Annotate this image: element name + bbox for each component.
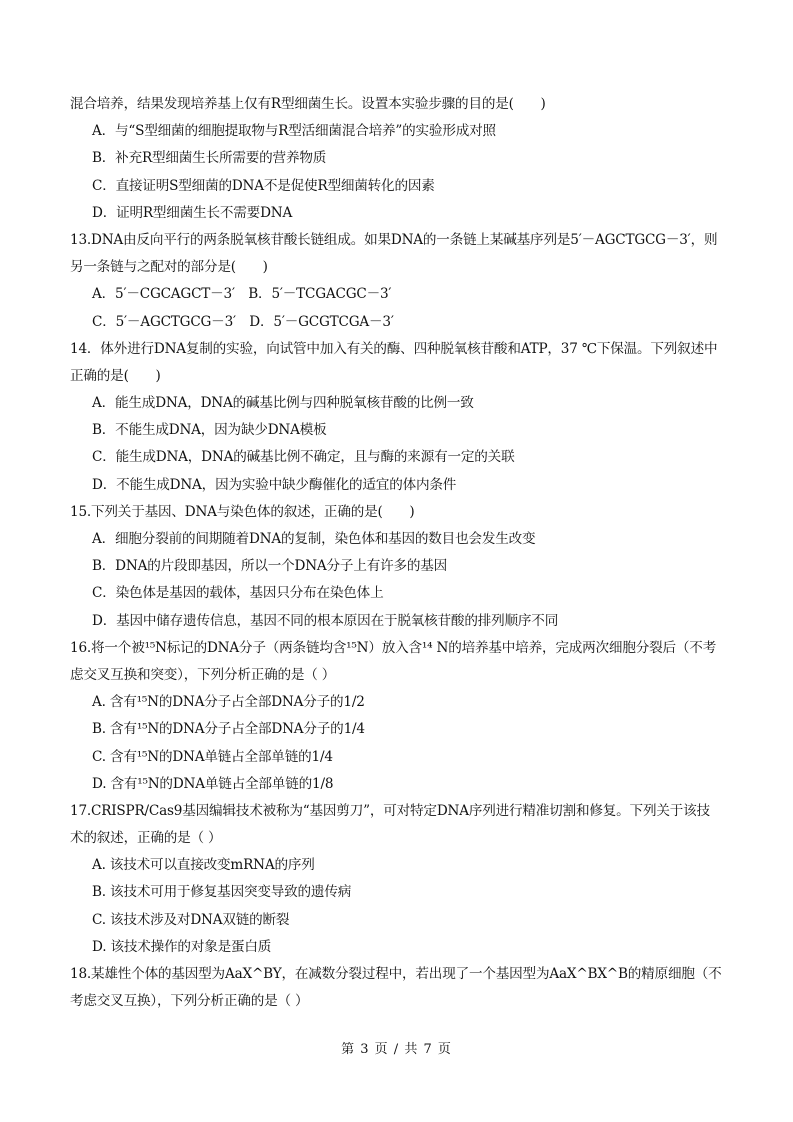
answer-option: C. 含有¹⁵N的DNA单链占全部单链的1/4 <box>92 748 333 765</box>
answer-option: C．5′－AGCTGCG－3′ D．5′－GCGTCGA－3′ <box>92 313 394 330</box>
question-text: 16.将一个被¹⁵N标记的DNA分子（两条链均含¹⁵N）放入含¹⁴ N的培养基中培养，完成两次细胞分裂后（不考 <box>70 639 717 656</box>
answer-option: D. 含有¹⁵N的DNA单链占全部单链的1/8 <box>92 775 334 792</box>
document-body <box>70 91 730 1015</box>
answer-option: A. 该技术可以直接改变mRNA的序列 <box>92 857 315 874</box>
answer-option: A. 含有¹⁵N的DNA分子占全部DNA分子的1/2 <box>92 694 365 711</box>
question-text: 正确的是( ) <box>70 367 161 384</box>
question-text: 18.某雄性个体的基因型为AaX^BY，在减数分裂过程中，若出现了一个基因型为AaX^BX^B的精原细胞（不 <box>70 966 722 982</box>
answer-option: D. 该技术操作的对象是蛋白质 <box>92 938 272 955</box>
answer-option: C．直接证明S型细菌的DNA不是促使R型细菌转化的因素 <box>92 177 435 194</box>
answer-option: B. 该技术可用于修复基因突变导致的遗传病 <box>92 884 352 901</box>
question-text: 13.DNA由反向平行的两条脱氧核苷酸长链组成。如果DNA的一条链上某碱基序列是5′－AGCTGCG－3′，则 <box>70 231 718 248</box>
question-text: 术的叙述，正确的是（ ） <box>70 830 222 847</box>
question-text: 另一条链与之配对的部分是( ) <box>70 259 268 276</box>
answer-option: C．染色体是基因的载体，基因只分布在染色体上 <box>92 585 384 602</box>
answer-option: B．补充R型细菌生长所需要的营养物质 <box>92 150 327 167</box>
answer-option: A．与“S型细菌的细胞提取物与R型活细菌混合培养”的实验形成对照 <box>92 123 496 140</box>
page-footer: 第 3 页 / 共 7 页 <box>341 1042 452 1057</box>
answer-option: A．能生成DNA，DNA的碱基比例与四种脱氧核苷酸的比例一致 <box>92 395 474 412</box>
question-text: 混合培养，结果发现培养基上仅有R型细菌生长。设置本实验步骤的目的是( ) <box>70 96 546 112</box>
question-text: 15.下列关于基因、DNA与染色体的叙述，正确的是( ) <box>70 503 415 520</box>
question-text: 17.CRISPR/Cas9基因编辑技术被称为“基因剪刀”，可对特定DNA序列进行精准切割和修复。下列关于该技 <box>70 802 710 819</box>
answer-option: B．DNA的片段即基因，所以一个DNA分子上有许多的基因 <box>92 558 448 575</box>
answer-option: A．5′－CGCAGCT－3′ B．5′－TCGACGC－3′ <box>92 286 392 303</box>
answer-option: D．基因中储存遗传信息，基因不同的根本原因在于脱氧核苷酸的排列顺序不同 <box>92 612 559 629</box>
answer-option: A．细胞分裂前的间期随着DNA的复制，染色体和基因的数目也会发生改变 <box>92 531 536 547</box>
answer-option: B．不能生成DNA，因为缺少DNA模板 <box>92 422 327 439</box>
question-text: 虑交叉互换和突变），下列分析正确的是（ ） <box>70 666 336 683</box>
answer-option: D．证明R型细菌生长不需要DNA <box>92 204 293 221</box>
question-text: 14．体外进行DNA复制的实验，向试管中加入有关的酶、四种脱氧核苷酸和ATP，37 ℃下保温。下列叙述中 <box>70 340 718 357</box>
question-text: 考虑交叉互换），下列分析正确的是（ ） <box>70 993 309 1010</box>
answer-option: D．不能生成DNA，因为实验中缺少酶催化的适宜的体内条件 <box>92 476 457 493</box>
answer-option: B. 含有¹⁵N的DNA分子占全部DNA分子的1/4 <box>92 721 365 738</box>
answer-option: C. 该技术涉及对DNA双链的断裂 <box>92 911 290 928</box>
answer-option: C．能生成DNA，DNA的碱基比例不确定，且与酶的来源有一定的关联 <box>92 449 515 466</box>
